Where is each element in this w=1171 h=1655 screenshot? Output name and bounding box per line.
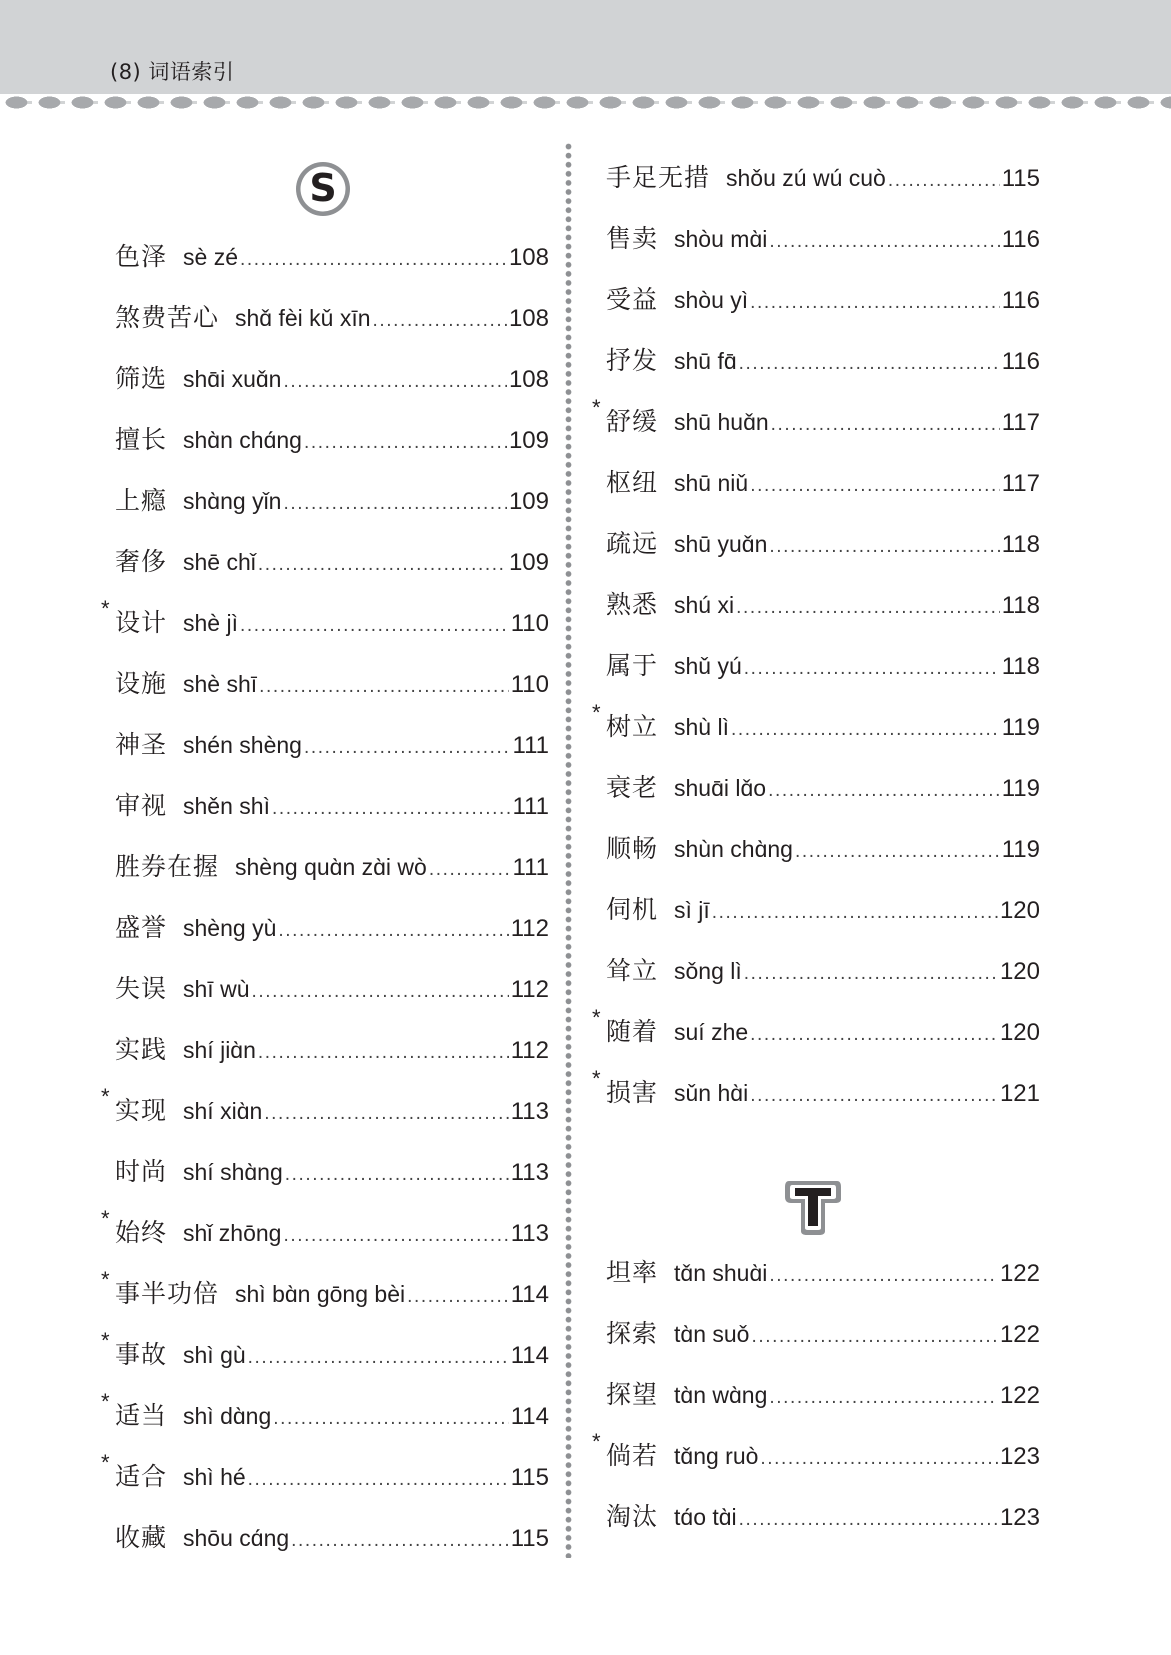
entry-page-number: 113 <box>510 1098 549 1125</box>
entry-word: 枢纽 <box>606 468 659 497</box>
index-entry-starred[interactable] <box>101 596 549 640</box>
star-marker: * <box>592 700 601 725</box>
entry-pinyin: tɑ́o tɑ̀i <box>674 1504 737 1530</box>
index-entry[interactable] <box>115 789 549 823</box>
dot-leader <box>750 1079 998 1113</box>
entry-page-number: 115 <box>510 1525 549 1552</box>
entry-pinyin: shèng yù <box>183 915 277 941</box>
entry-page-number: 116 <box>1001 348 1040 375</box>
entry-pinyin: shén shèng <box>183 732 302 758</box>
entry-pinyin: shǔ yú <box>674 653 742 679</box>
index-entry-starred[interactable] <box>592 1066 1040 1110</box>
index-entry[interactable] <box>606 649 1040 683</box>
entry-word: 实践 <box>115 1035 168 1064</box>
entry-page-number: 108 <box>508 244 549 271</box>
index-entry-starred[interactable] <box>101 1084 549 1128</box>
section-badge-s <box>294 160 352 218</box>
entry-page-number: 117 <box>1001 470 1040 497</box>
index-entry[interactable] <box>606 588 1040 622</box>
entry-word: 坦率 <box>606 1258 659 1287</box>
dot-leader <box>744 957 998 991</box>
dot-leader <box>291 1524 509 1558</box>
entry-pinyin: suí zhe <box>674 1019 749 1045</box>
entry-pinyin: shì dɑ̀ng <box>183 1403 272 1429</box>
dot-leader <box>769 1381 998 1415</box>
dot-leader <box>888 164 1000 198</box>
entry-page-number: 120 <box>999 1019 1040 1046</box>
entry-pinyin: shěn shì <box>183 793 270 819</box>
star-marker: * <box>101 1206 110 1231</box>
entry-word: 设计 <box>115 608 168 637</box>
entry-page-number: 118 <box>1001 592 1040 619</box>
entry-pinyin: shì hé <box>183 1464 246 1490</box>
entry-page-number: 119 <box>1001 714 1040 741</box>
entry-pinyin: shòu yì <box>674 287 749 313</box>
page-header <box>0 0 1171 94</box>
dot-leader <box>750 286 1000 320</box>
dot-leader <box>744 652 1000 686</box>
entry-page-number: 123 <box>999 1443 1040 1470</box>
index-entry[interactable] <box>606 832 1040 866</box>
header-title: (8) 词语索引 <box>110 60 235 84</box>
entry-word: 探索 <box>606 1319 659 1348</box>
entry-page-number: 114 <box>510 1403 549 1430</box>
entry-page-number: 110 <box>510 610 549 637</box>
index-entry[interactable] <box>606 1500 1040 1534</box>
entry-pinyin: shǐ zhōng <box>183 1220 282 1246</box>
entry-pinyin: shè jì <box>183 610 238 636</box>
dot-leader <box>736 591 1000 625</box>
entry-word: 舒缓 <box>606 407 659 436</box>
dot-leader <box>739 347 1000 381</box>
entry-pinyin: shì gù <box>183 1342 246 1368</box>
index-entry[interactable] <box>115 362 549 396</box>
star-marker: * <box>101 1267 110 1292</box>
index-entry[interactable] <box>606 466 1040 500</box>
dot-leader <box>750 469 1000 503</box>
entry-word: 事故 <box>115 1340 168 1369</box>
dot-leader <box>712 896 998 930</box>
entry-pinyin: tɑ̀n suǒ <box>674 1321 750 1347</box>
entry-word: 伺机 <box>606 895 659 924</box>
dot-leader <box>283 487 506 521</box>
entry-page-number: 118 <box>1001 531 1040 558</box>
entry-word: 时尚 <box>115 1157 168 1186</box>
entry-pinyin: shē chǐ <box>183 549 256 575</box>
entry-pinyin: shì bɑ̀n gōng bèi <box>235 1281 406 1307</box>
entry-pinyin: shū niǔ <box>674 470 749 496</box>
entry-word: 随着 <box>606 1017 659 1046</box>
index-entry-starred[interactable] <box>101 1267 549 1311</box>
entry-word: 属于 <box>606 651 659 680</box>
index-entry-starred[interactable] <box>592 700 1040 744</box>
entry-pinyin: shú xi <box>674 592 735 618</box>
entry-page-number: 113 <box>510 1159 549 1186</box>
entry-word: 奢侈 <box>115 547 168 576</box>
column-divider <box>565 142 572 1558</box>
header-decorative-band <box>0 95 1171 110</box>
entry-pinyin: tɑ̌ng ruò <box>674 1443 759 1469</box>
entry-page-number: 112 <box>510 1037 549 1064</box>
entry-word: 盛誉 <box>115 913 168 942</box>
dot-leader <box>258 1036 509 1070</box>
entry-page-number: 119 <box>1001 836 1040 863</box>
entry-word: 抒发 <box>606 346 659 375</box>
star-marker: * <box>101 1389 110 1414</box>
index-entry-starred[interactable] <box>101 1206 549 1250</box>
entry-pinyin: shū huɑ̌n <box>674 409 769 435</box>
index-entry-starred[interactable] <box>592 395 1040 439</box>
entry-pinyin: tɑ̀n wɑ̀ng <box>674 1382 768 1408</box>
entry-word: 色泽 <box>115 242 168 271</box>
star-marker: * <box>592 395 601 420</box>
entry-pinyin: shǒu zú wú cuò <box>726 165 886 191</box>
entry-pinyin: shī wù <box>183 976 250 1002</box>
entry-pinyin: sì jī <box>674 897 710 923</box>
letter-t-badge-icon <box>783 1175 843 1237</box>
index-entry[interactable] <box>115 423 549 457</box>
entry-pinyin: shū fɑ̄ <box>674 348 737 374</box>
entry-word: 疏远 <box>606 529 659 558</box>
dot-leader <box>768 774 1000 808</box>
entry-word: 始终 <box>115 1218 168 1247</box>
entry-pinyin: shū yuɑ̌n <box>674 531 768 557</box>
dot-leader <box>240 243 507 277</box>
entry-pinyin: sǒng lì <box>674 958 742 984</box>
entry-pinyin: shuɑ̄i lɑ̌o <box>674 775 767 801</box>
entry-word: 设施 <box>115 669 168 698</box>
dot-leader <box>264 1097 508 1131</box>
entry-page-number: 122 <box>999 1382 1040 1409</box>
index-entry[interactable] <box>606 344 1040 378</box>
entry-page-number: 114 <box>510 1342 549 1369</box>
dot-leader <box>769 1259 998 1293</box>
index-entry[interactable] <box>115 1521 549 1555</box>
index-entry[interactable] <box>606 1256 1040 1290</box>
dot-leader <box>248 1463 509 1497</box>
entry-word: 损害 <box>606 1078 659 1107</box>
star-marker: * <box>101 1450 110 1475</box>
star-marker: * <box>592 1066 601 1091</box>
index-entry[interactable] <box>606 222 1040 256</box>
dot-leader <box>760 1442 998 1476</box>
entry-word: 倘若 <box>606 1441 659 1470</box>
entry-page-number: 116 <box>1001 226 1040 253</box>
dot-leader <box>731 713 1000 747</box>
entry-page-number: 123 <box>999 1504 1040 1531</box>
entry-word: 顺畅 <box>606 834 659 863</box>
dot-leader <box>751 1320 997 1354</box>
dot-leader <box>429 853 511 887</box>
index-entry[interactable] <box>115 545 549 579</box>
index-entry[interactable] <box>606 954 1040 988</box>
entry-word: 事半功倍 <box>115 1279 220 1308</box>
entry-page-number: 109 <box>508 549 549 576</box>
dot-leader <box>259 670 509 704</box>
index-entry[interactable] <box>115 1155 549 1189</box>
entry-page-number: 112 <box>510 976 549 1003</box>
entry-word: 熟悉 <box>606 590 659 619</box>
entry-page-number: 121 <box>999 1080 1040 1107</box>
entry-word: 耸立 <box>606 956 659 985</box>
star-marker: * <box>592 1005 601 1030</box>
entry-word: 受益 <box>606 285 659 314</box>
entry-page-number: 109 <box>508 488 549 515</box>
dot-leader <box>373 304 507 338</box>
entry-page-number: 120 <box>999 897 1040 924</box>
index-entry-starred[interactable] <box>101 1389 549 1433</box>
dot-leader <box>304 731 511 765</box>
entry-page-number: 110 <box>510 671 549 698</box>
index-entry[interactable] <box>115 911 549 945</box>
index-entry[interactable] <box>115 240 549 274</box>
entry-page-number: 120 <box>999 958 1040 985</box>
star-marker: * <box>101 1328 110 1353</box>
entry-pinyin: shí xiɑ̀n <box>183 1098 263 1124</box>
entry-pinyin: shɑ̀n chɑ́ng <box>183 427 302 453</box>
entry-page-number: 119 <box>1001 775 1040 802</box>
entry-pinyin: shè shī <box>183 671 258 697</box>
dot-leader <box>283 1219 508 1253</box>
entry-word: 适合 <box>115 1462 168 1491</box>
dot-leader <box>248 1341 509 1375</box>
entry-page-number: 114 <box>510 1281 549 1308</box>
index-entry[interactable] <box>606 1317 1040 1351</box>
dot-leader <box>304 426 507 460</box>
entry-pinyin: sǔn hɑ̀i <box>674 1080 749 1106</box>
entry-page-number: 111 <box>512 732 549 759</box>
entry-word: 衰老 <box>606 773 659 802</box>
svg-text:S: S <box>309 166 337 210</box>
star-marker: * <box>101 1084 110 1109</box>
entry-pinyin: shɑ̄i xuɑ̌n <box>183 366 282 392</box>
star-marker: * <box>592 1429 601 1454</box>
dot-leader <box>285 1158 509 1192</box>
entry-word: 适当 <box>115 1401 168 1430</box>
entry-pinyin: shí shɑ̀ng <box>183 1159 283 1185</box>
dot-leader <box>272 792 511 826</box>
dot-leader <box>771 408 1000 442</box>
star-marker: * <box>101 596 110 621</box>
index-entry[interactable] <box>115 301 549 335</box>
index-entry[interactable] <box>606 771 1040 805</box>
dot-leader <box>240 609 509 643</box>
dot-leader <box>278 914 508 948</box>
index-entry-starred[interactable] <box>101 1450 549 1494</box>
index-entry[interactable] <box>115 850 549 884</box>
dot-leader <box>795 835 1000 869</box>
entry-word: 收藏 <box>115 1523 168 1552</box>
entry-word: 手足无措 <box>606 163 711 192</box>
entry-page-number: 115 <box>510 1464 549 1491</box>
entry-page-number: 116 <box>1001 287 1040 314</box>
entry-page-number: 117 <box>1001 409 1040 436</box>
entry-page-number: 115 <box>1001 165 1040 192</box>
entry-pinyin: shòu mɑ̀i <box>674 226 768 252</box>
dot-leader <box>273 1402 508 1436</box>
entry-word: 淘汰 <box>606 1502 659 1531</box>
index-entry[interactable] <box>606 1378 1040 1412</box>
entry-page-number: 111 <box>512 854 549 881</box>
index-entry[interactable] <box>115 667 549 701</box>
dot-leader <box>769 530 999 564</box>
entry-page-number: 108 <box>508 366 549 393</box>
entry-pinyin: shí jiɑ̀n <box>183 1037 256 1063</box>
entry-word: 实现 <box>115 1096 168 1125</box>
entry-word: 探望 <box>606 1380 659 1409</box>
entry-pinyin: shɑ̀ng yǐn <box>183 488 282 514</box>
entry-word: 上瘾 <box>115 486 168 515</box>
index-entry[interactable] <box>115 972 549 1006</box>
entry-pinyin: shɑ̌ fèi kǔ xīn <box>235 305 371 331</box>
index-entry[interactable] <box>606 161 1040 195</box>
dot-leader <box>252 975 509 1009</box>
index-entry-starred[interactable] <box>592 1429 1040 1473</box>
index-entry-starred[interactable] <box>101 1328 549 1372</box>
entry-word: 失误 <box>115 974 168 1003</box>
index-entry[interactable] <box>115 1033 549 1067</box>
entry-page-number: 122 <box>999 1260 1040 1287</box>
dot-leader <box>407 1280 509 1314</box>
entry-pinyin: sè zé <box>183 244 238 270</box>
entry-page-number: 112 <box>510 915 549 942</box>
index-entry[interactable] <box>606 527 1040 561</box>
entry-page-number: 113 <box>510 1220 549 1247</box>
entry-pinyin: shōu cɑ́ng <box>183 1525 290 1551</box>
entry-word: 胜券在握 <box>115 852 220 881</box>
index-entry[interactable] <box>606 283 1040 317</box>
dot-leader <box>769 225 999 259</box>
entry-pinyin: shù lì <box>674 714 729 740</box>
entry-page-number: 122 <box>999 1321 1040 1348</box>
entry-word: 售卖 <box>606 224 659 253</box>
entry-word: 神圣 <box>115 730 168 759</box>
entry-page-number: 118 <box>1001 653 1040 680</box>
dot-leader <box>739 1503 998 1537</box>
entry-pinyin: shèng quɑ̀n zɑ̀i wò <box>235 854 427 880</box>
index-entry[interactable] <box>606 893 1040 927</box>
index-entry-starred[interactable] <box>592 1005 1040 1049</box>
entry-word: 审视 <box>115 791 168 820</box>
entry-word: 擅长 <box>115 425 168 454</box>
index-entry[interactable] <box>115 484 549 518</box>
entry-word: 煞费苦心 <box>115 303 220 332</box>
dot-leader <box>283 365 506 399</box>
entry-page-number: 111 <box>512 793 549 820</box>
entry-pinyin: shùn chɑ̀ng <box>674 836 793 862</box>
dot-leader <box>258 548 507 582</box>
dot-leader <box>750 1018 998 1052</box>
letter-s-badge-icon <box>294 160 352 218</box>
index-entry[interactable] <box>115 728 549 762</box>
entry-page-number: 109 <box>508 427 549 454</box>
entry-word: 树立 <box>606 712 659 741</box>
entry-page-number: 108 <box>508 305 549 332</box>
section-badge-t <box>783 1175 843 1237</box>
entry-pinyin: tɑ̌n shuɑ̀i <box>674 1260 768 1286</box>
entry-word: 筛选 <box>115 364 168 393</box>
